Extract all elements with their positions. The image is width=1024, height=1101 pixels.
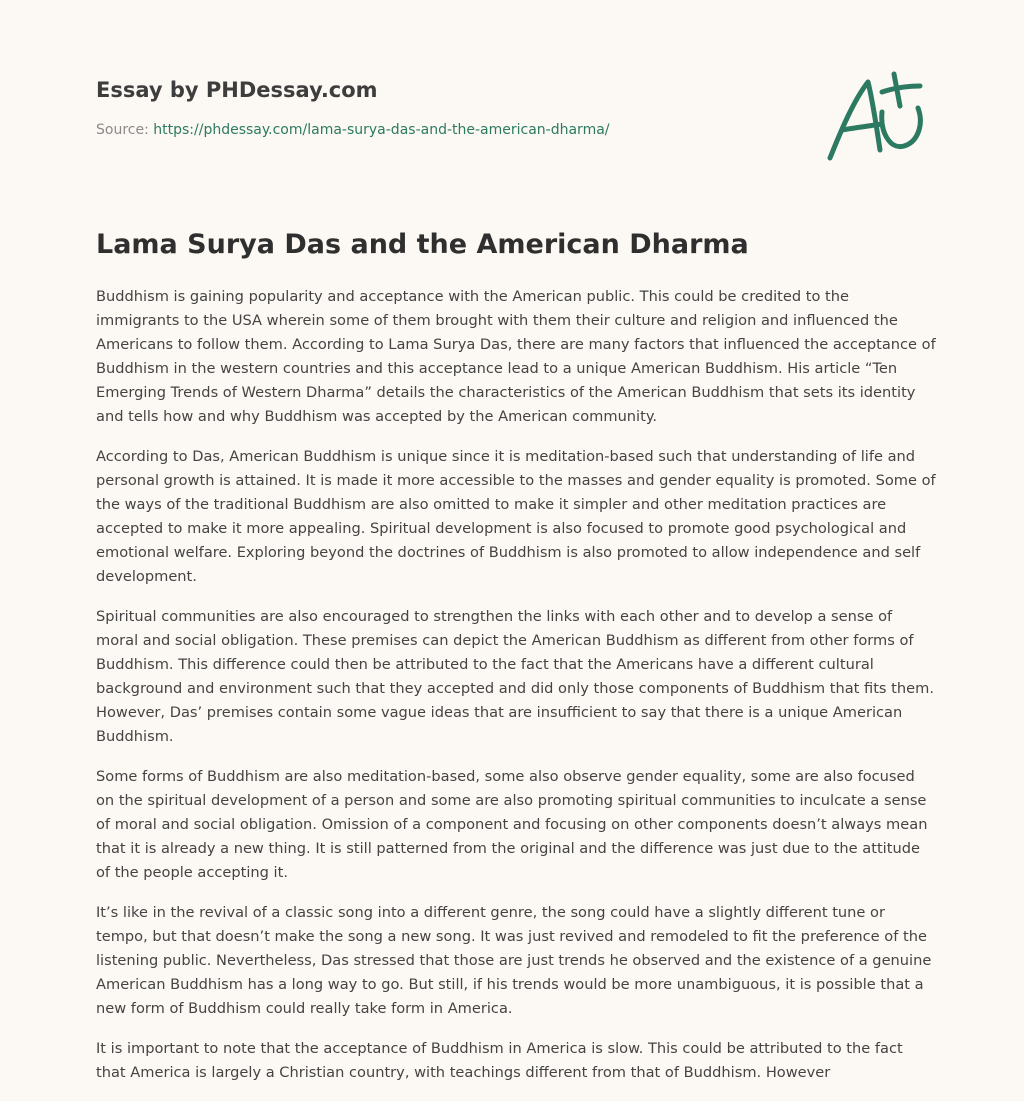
essay-paragraph-4: Some forms of Buddhism are also meditation-based, some also observe gender equality, some are also focused on the spiritual development of a person and some are also promoting spiritual communities to inculcate a sense of moral and social obligation. Omission of a component and focusing on other components doesn’t always mean that it is already a new thing. It is still patterned from the original and the difference was just due to the attitude of the people accepting it. bbox=[96, 768, 928, 881]
a-plus-logo bbox=[820, 68, 930, 168]
document-header bbox=[96, 72, 796, 140]
essay-paragraph-2: According to Das, American Buddhism is unique since it is meditation-based such that understanding of life and personal growth is attained. It is made it more accessible to the masses and gender equality is promoted. Some of the ways of the traditional Buddhism are also omitted to make it simpler and other meditation practices are accepted to make it more appealing. Spiritual development is also focused to promote good psychological and emotional welfare. Exploring beyond the doctrines of Buddhism is also promoted to allow independence and self development. bbox=[96, 448, 936, 585]
essay-paragraph-6: It is important to note that the acceptance of Buddhism in America is slow. This could be attributed to the fact that America is largely a Christian country, with teachings different from that of Buddhism. However bbox=[96, 1040, 903, 1081]
source-label: Source: bbox=[96, 122, 149, 138]
essay-paragraph-5: It’s like in the revival of a classic song into a different genre, the song could have a slightly different tune or tempo, but that doesn’t make the song a new song. It was just revived and remodeled to fit the preference of the listening public. Nevertheless, Das stressed that those are just trends he observed and the existence of a genuine American Buddhism has a long way to go. But still, if his trends would be more unambiguous, it is possible that a new form of Buddhism could really take form in America. bbox=[96, 904, 932, 1017]
essay-paragraph-3: Spiritual communities are also encouraged to strengthen the links with each other and to develop a sense of moral and social obligation. These premises can depict the American Buddhism as different from other forms of Buddhism. This difference could then be attributed to the fact that the Americans have a different cultural background and environment such that they accepted and did only those components of Buddhism that fits them. However, Das’ premises contain some vague ideas that are insufficient to say that there is a unique American Buddhism. bbox=[96, 608, 934, 745]
essay-body bbox=[96, 285, 936, 1101]
source-link[interactable]: https://phdessay.com/lama-surya-das-and-the-american-dharma/ bbox=[153, 122, 610, 138]
essay-paragraph-1: Buddhism is gaining popularity and acceptance with the American public. This could be credited to the immigrants to the USA wherein some of them brought with them their culture and religion and influenced the Americans to follow them. According to Lama Surya Das, there are many factors that influenced the acceptance of Buddhism in the western countries and this acceptance lead to a unique American Buddhism. His article “Ten Emerging Trends of Western Dharma” details the characteristics of the American Buddhism that sets its identity and tells how and why Buddhism was accepted by the American community. bbox=[96, 288, 936, 425]
site-title: Essay by PHDessay.com bbox=[96, 78, 378, 102]
essay-title: Lama Surya Das and the American Dharma bbox=[96, 229, 749, 260]
source-line bbox=[96, 120, 796, 140]
